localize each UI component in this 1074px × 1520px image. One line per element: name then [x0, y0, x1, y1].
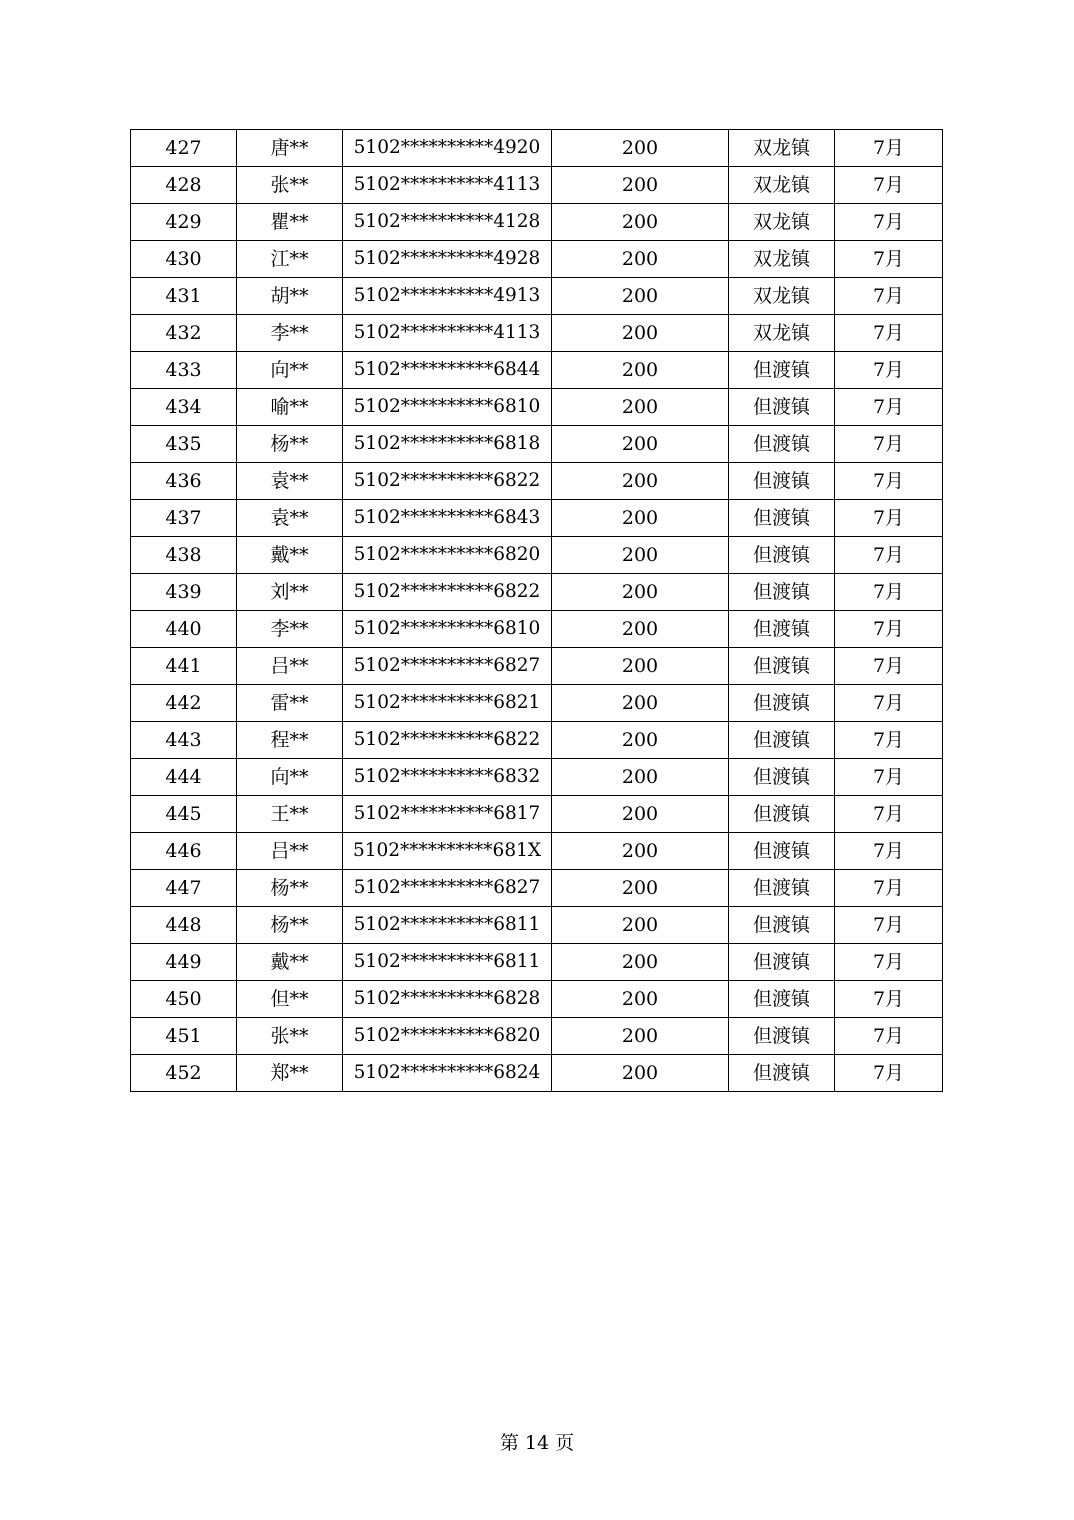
month-cell: 7月 — [835, 352, 943, 389]
amount-cell: 200 — [552, 796, 729, 833]
amount-cell: 200 — [552, 574, 729, 611]
table-row — [131, 981, 943, 1018]
amount-cell: 200 — [552, 426, 729, 463]
serial-number-cell: 443 — [131, 722, 237, 759]
table-row — [131, 130, 943, 167]
id-number-cell: 5102**********6818 — [343, 426, 552, 463]
month-cell: 7月 — [835, 574, 943, 611]
amount-cell: 200 — [552, 944, 729, 981]
name-cell: 戴** — [237, 944, 343, 981]
town-cell: 双龙镇 — [729, 204, 835, 241]
table-row — [131, 315, 943, 352]
amount-cell: 200 — [552, 315, 729, 352]
name-cell: 郑** — [237, 1055, 343, 1092]
amount-cell: 200 — [552, 130, 729, 167]
serial-number-cell: 433 — [131, 352, 237, 389]
id-number-cell: 5102**********4913 — [343, 278, 552, 315]
amount-cell: 200 — [552, 648, 729, 685]
serial-number-cell: 434 — [131, 389, 237, 426]
table-row — [131, 463, 943, 500]
serial-number-cell: 440 — [131, 611, 237, 648]
serial-number-cell: 447 — [131, 870, 237, 907]
month-cell: 7月 — [835, 870, 943, 907]
table-row — [131, 611, 943, 648]
month-cell: 7月 — [835, 1055, 943, 1092]
id-number-cell: 5102**********6828 — [343, 981, 552, 1018]
town-cell: 但渡镇 — [729, 574, 835, 611]
serial-number-cell: 432 — [131, 315, 237, 352]
table-row — [131, 796, 943, 833]
name-cell: 杨** — [237, 870, 343, 907]
table-row — [131, 759, 943, 796]
amount-cell: 200 — [552, 611, 729, 648]
town-cell: 但渡镇 — [729, 611, 835, 648]
table-row — [131, 426, 943, 463]
town-cell: 双龙镇 — [729, 315, 835, 352]
serial-number-cell: 451 — [131, 1018, 237, 1055]
serial-number-cell: 448 — [131, 907, 237, 944]
table-row — [131, 537, 943, 574]
town-cell: 双龙镇 — [729, 278, 835, 315]
serial-number-cell: 439 — [131, 574, 237, 611]
month-cell: 7月 — [835, 130, 943, 167]
amount-cell: 200 — [552, 981, 729, 1018]
amount-cell: 200 — [552, 537, 729, 574]
amount-cell: 200 — [552, 204, 729, 241]
name-cell: 吕** — [237, 648, 343, 685]
amount-cell: 200 — [552, 241, 729, 278]
name-cell: 向** — [237, 759, 343, 796]
name-cell: 向** — [237, 352, 343, 389]
serial-number-cell: 444 — [131, 759, 237, 796]
month-cell: 7月 — [835, 278, 943, 315]
name-cell: 胡** — [237, 278, 343, 315]
name-cell: 程** — [237, 722, 343, 759]
month-cell: 7月 — [835, 722, 943, 759]
name-cell: 吕** — [237, 833, 343, 870]
serial-number-cell: 428 — [131, 167, 237, 204]
amount-cell: 200 — [552, 685, 729, 722]
id-number-cell: 5102**********6810 — [343, 389, 552, 426]
serial-number-cell: 446 — [131, 833, 237, 870]
town-cell: 但渡镇 — [729, 648, 835, 685]
amount-cell: 200 — [552, 167, 729, 204]
name-cell: 袁** — [237, 463, 343, 500]
town-cell: 但渡镇 — [729, 500, 835, 537]
table-row — [131, 389, 943, 426]
amount-cell: 200 — [552, 500, 729, 537]
table-row — [131, 500, 943, 537]
id-number-cell: 5102**********6817 — [343, 796, 552, 833]
table-row — [131, 870, 943, 907]
amount-cell: 200 — [552, 1055, 729, 1092]
town-cell: 但渡镇 — [729, 389, 835, 426]
id-number-cell: 5102**********6832 — [343, 759, 552, 796]
id-number-cell: 5102**********4928 — [343, 241, 552, 278]
month-cell: 7月 — [835, 500, 943, 537]
amount-cell: 200 — [552, 278, 729, 315]
record-rows — [131, 130, 943, 1092]
month-cell: 7月 — [835, 537, 943, 574]
month-cell: 7月 — [835, 796, 943, 833]
name-cell: 杨** — [237, 426, 343, 463]
amount-cell: 200 — [552, 759, 729, 796]
town-cell: 但渡镇 — [729, 796, 835, 833]
month-cell: 7月 — [835, 648, 943, 685]
name-cell: 杨** — [237, 907, 343, 944]
amount-cell: 200 — [552, 722, 729, 759]
amount-cell: 200 — [552, 907, 729, 944]
month-cell: 7月 — [835, 204, 943, 241]
id-number-cell: 5102**********6811 — [343, 907, 552, 944]
town-cell: 但渡镇 — [729, 870, 835, 907]
id-number-cell: 5102**********4113 — [343, 315, 552, 352]
name-cell: 袁** — [237, 500, 343, 537]
id-number-cell: 5102**********6820 — [343, 1018, 552, 1055]
serial-number-cell: 435 — [131, 426, 237, 463]
id-number-cell: 5102**********6824 — [343, 1055, 552, 1092]
serial-number-cell: 449 — [131, 944, 237, 981]
month-cell: 7月 — [835, 944, 943, 981]
amount-cell: 200 — [552, 463, 729, 500]
town-cell: 双龙镇 — [729, 167, 835, 204]
id-number-cell: 5102**********6827 — [343, 870, 552, 907]
table-row — [131, 722, 943, 759]
serial-number-cell: 445 — [131, 796, 237, 833]
id-number-cell: 5102**********6821 — [343, 685, 552, 722]
town-cell: 但渡镇 — [729, 685, 835, 722]
name-cell: 瞿** — [237, 204, 343, 241]
serial-number-cell: 437 — [131, 500, 237, 537]
amount-cell: 200 — [552, 833, 729, 870]
name-cell: 喻** — [237, 389, 343, 426]
month-cell: 7月 — [835, 611, 943, 648]
serial-number-cell: 442 — [131, 685, 237, 722]
month-cell: 7月 — [835, 389, 943, 426]
serial-number-cell: 431 — [131, 278, 237, 315]
serial-number-cell: 441 — [131, 648, 237, 685]
amount-cell: 200 — [552, 389, 729, 426]
serial-number-cell: 436 — [131, 463, 237, 500]
id-number-cell: 5102**********6811 — [343, 944, 552, 981]
id-number-cell: 5102**********4920 — [343, 130, 552, 167]
serial-number-cell: 429 — [131, 204, 237, 241]
name-cell: 李** — [237, 611, 343, 648]
name-cell: 王** — [237, 796, 343, 833]
town-cell: 但渡镇 — [729, 352, 835, 389]
month-cell: 7月 — [835, 167, 943, 204]
month-cell: 7月 — [835, 315, 943, 352]
name-cell: 雷** — [237, 685, 343, 722]
serial-number-cell: 438 — [131, 537, 237, 574]
record-table — [130, 129, 943, 1092]
month-cell: 7月 — [835, 241, 943, 278]
name-cell: 刘** — [237, 574, 343, 611]
name-cell: 张** — [237, 1018, 343, 1055]
id-number-cell: 5102**********6844 — [343, 352, 552, 389]
town-cell: 但渡镇 — [729, 1055, 835, 1092]
town-cell: 但渡镇 — [729, 1018, 835, 1055]
id-number-cell: 5102**********6822 — [343, 722, 552, 759]
name-cell: 江** — [237, 241, 343, 278]
serial-number-cell: 430 — [131, 241, 237, 278]
table-row — [131, 1055, 943, 1092]
amount-cell: 200 — [552, 352, 729, 389]
amount-cell: 200 — [552, 870, 729, 907]
table-row — [131, 241, 943, 278]
id-number-cell: 5102**********6843 — [343, 500, 552, 537]
table-row — [131, 648, 943, 685]
month-cell: 7月 — [835, 463, 943, 500]
name-cell: 张** — [237, 167, 343, 204]
table-row — [131, 907, 943, 944]
town-cell: 但渡镇 — [729, 759, 835, 796]
name-cell: 戴** — [237, 537, 343, 574]
table-row — [131, 574, 943, 611]
name-cell: 但** — [237, 981, 343, 1018]
id-number-cell: 5102**********4128 — [343, 204, 552, 241]
town-cell: 双龙镇 — [729, 130, 835, 167]
month-cell: 7月 — [835, 833, 943, 870]
id-number-cell: 5102**********4113 — [343, 167, 552, 204]
town-cell: 但渡镇 — [729, 907, 835, 944]
table-row — [131, 685, 943, 722]
town-cell: 双龙镇 — [729, 241, 835, 278]
id-number-cell: 5102**********6810 — [343, 611, 552, 648]
town-cell: 但渡镇 — [729, 722, 835, 759]
town-cell: 但渡镇 — [729, 537, 835, 574]
id-number-cell: 5102**********6822 — [343, 463, 552, 500]
amount-cell: 200 — [552, 1018, 729, 1055]
name-cell: 李** — [237, 315, 343, 352]
table-row — [131, 204, 943, 241]
id-number-cell: 5102**********6822 — [343, 574, 552, 611]
serial-number-cell: 452 — [131, 1055, 237, 1092]
serial-number-cell: 427 — [131, 130, 237, 167]
town-cell: 但渡镇 — [729, 426, 835, 463]
table-row — [131, 352, 943, 389]
table-row — [131, 833, 943, 870]
month-cell: 7月 — [835, 907, 943, 944]
table-row — [131, 944, 943, 981]
page-number: 第 14 页 — [499, 1432, 575, 1454]
town-cell: 但渡镇 — [729, 833, 835, 870]
id-number-cell: 5102**********6827 — [343, 648, 552, 685]
month-cell: 7月 — [835, 759, 943, 796]
table-row — [131, 167, 943, 204]
table-row — [131, 1018, 943, 1055]
town-cell: 但渡镇 — [729, 944, 835, 981]
town-cell: 但渡镇 — [729, 981, 835, 1018]
id-number-cell: 5102**********681X — [343, 833, 552, 870]
id-number-cell: 5102**********6820 — [343, 537, 552, 574]
table-row — [131, 278, 943, 315]
month-cell: 7月 — [835, 426, 943, 463]
name-cell: 唐** — [237, 130, 343, 167]
serial-number-cell: 450 — [131, 981, 237, 1018]
month-cell: 7月 — [835, 685, 943, 722]
town-cell: 但渡镇 — [729, 463, 835, 500]
month-cell: 7月 — [835, 981, 943, 1018]
month-cell: 7月 — [835, 1018, 943, 1055]
